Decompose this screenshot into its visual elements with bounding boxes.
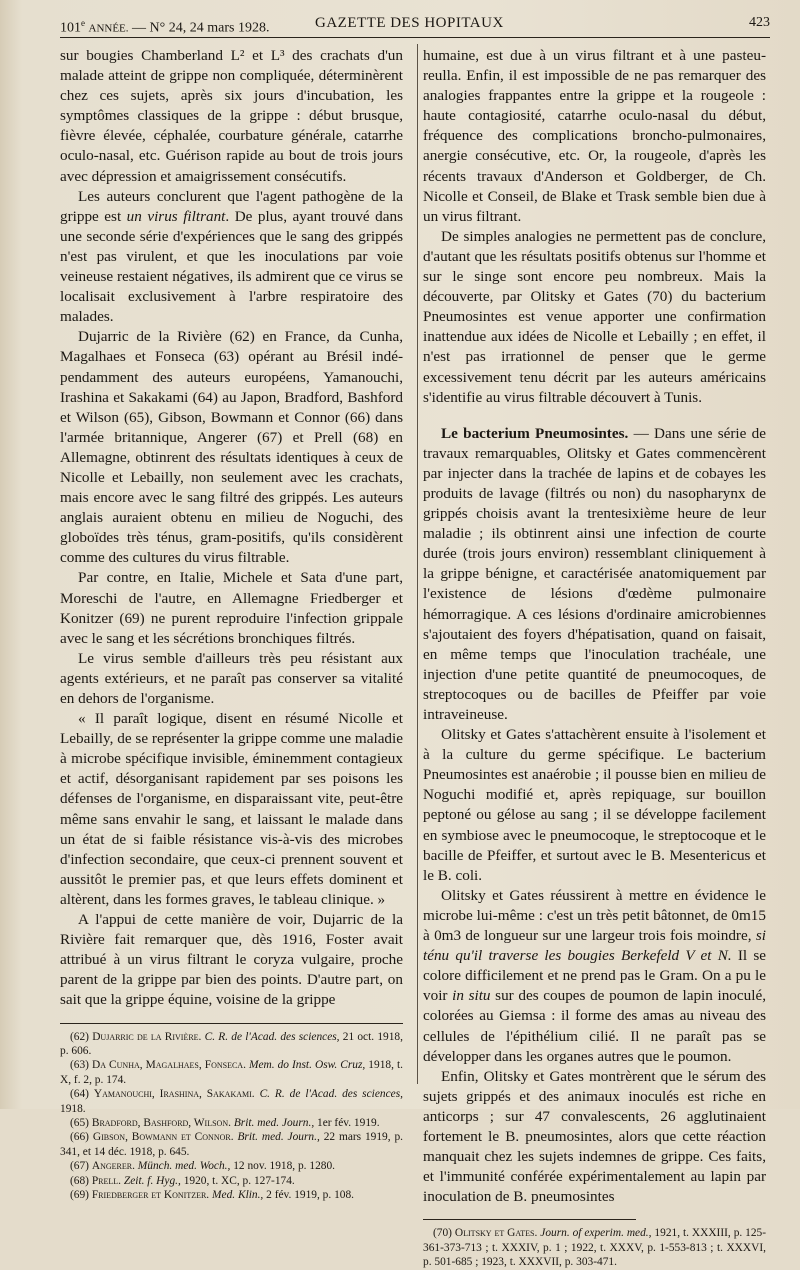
issue-info <box>60 12 269 40</box>
footnotes <box>423 1226 766 1269</box>
footnote-rule <box>60 1023 403 1024</box>
footnote: (69) Friedberger et Konitzer. Med. Klin., 2 fév. 1919, p. 108. <box>70 1188 354 1201</box>
footnote: (65) Bradford, Bashford, Wilson. Brit. med. Journ., 1er fév. 1919. <box>70 1116 380 1129</box>
paragraph: Par contre, en Italie, Michele et Sata d'une part, Moreschi de l'autre, en Allemagne Friedberger et Konitzer (69) ne purent reproduire l'infection grippale avec le sang et les sécrétions bronchiques filtrés. <box>60 569 403 647</box>
text-run: . De plus, ayant trouvé dans une seconde série d'expériences que le sang des grippés n'est pas virulent, et que les inoculations par voie veineuse restaient négatives, ils admirent que ce virus se localisait exclusivement à l'arbre respiratoire des malades. <box>60 207 404 326</box>
paragraph: Le virus semble d'ailleurs très peu résistant aux agents extérieurs, et ne paraît pas conserver sa vitalité en dehors de l'organisme. <box>60 649 403 707</box>
paragraph <box>60 187 403 328</box>
italic-text: un virus filtrant <box>126 207 226 225</box>
paragraph: « Il paraît logique, disent en résumé Nicolle et Lebailly, de se représenter la grippe comme une maladie à microbe spécifique invisible, éminemment contagieux et actif, désorganisant rapidement par ses poisons les défenses de l'organisme, en disparaissant vite, peut-être même sans envahir le sang, et laissant le malade dans un état de si faible résistance vis-à-vis des microbes d'infection secondaire, que ceux-ci prennent souvent et aussitôt le premier pas, et que leurs effets dominent et altèrent, dans les formes graves, le tableau clinique. » <box>60 710 403 908</box>
paragraph <box>423 424 766 725</box>
footnote: (68) Prell. Zeit. f. Hyg., 1920, t. XC, p. 127-174. <box>70 1174 295 1187</box>
section-heading: Le bacterium Pneumosintes. <box>441 424 629 442</box>
paragraph: Dujarric de la Rivière (62) en France, da Cunha, Magalhaes et Fonseca (63) opérant au Brésil indépendamment des auteurs européens, Yamanouchi, Irashina et Sakakami (64) au Japon, Bradford, Bashford et Wilson (65), Gibson, Bowmann et Connor (66) dans l'armée britannique, Angerer (67) et Prell (68) en Allemagne, obtinrent des résultats identiques à ceux de Nicolle et Lebailly, non seulement avec les crachats, mais encore avec le sang filtré des grippés. Les auteurs anglais auraient obtenu en milieu de Noguchi, des globoïdes très ténus, gram-positifs, qu'ils considèrent comme des cultures du virus filtrable. <box>60 328 403 567</box>
footnote: (62) Dujarric de la Rivière. C. R. de l'Acad. des sciences, 21 oct. 1918, p. 606. <box>60 1030 403 1057</box>
volume-suffix: e <box>81 18 85 28</box>
header-rule <box>60 37 770 38</box>
footnote-rule <box>423 1219 636 1220</box>
footnote: (64) Yamanouchi, Irashina, Sakakami. C. R. de l'Acad. des sciences, 1918. <box>60 1088 403 1115</box>
paragraph: sur bougies Chamberland L² et L³ des crachats d'un malade atteint de grippe non compliquée, déterminèrent chez ces sujets, après six jours d'incubation, les symptômes classiques de la grippe : début brusque, fièvre élevée, céphalée, courbature générale, catarrhe oculo-nasal, etc. Guérison rapide au bout de trois jours avec dépression et amaigrissement consécutifs. <box>60 47 403 185</box>
column-divider <box>417 44 418 1084</box>
volume-number: 101 <box>60 20 81 36</box>
text-run: Olitsky et Gates réussirent à mettre en évidence le microbe lui-même : c'est un très petit bâtonnet, de 0m15 à 0m3 de longueur sur une largeur trois fois moindre, <box>423 886 766 945</box>
text-run: Il se colore difficilement et ne prend pas le Gram. On a pu le voir <box>423 947 767 1005</box>
footnote: (70) Olitsky et Gates. Journ. of experim. med., 1921, t. XXXIII, p. 125-361-373-713 ; t. XXXIV, p. 1 ; 1922, t. XXXV, p. 1-553-813 ; t. XXXVI, p. 501-685 ; 1923, t. XXXVII, p. 303-471. <box>423 1227 767 1269</box>
page-number: 423 <box>749 15 770 30</box>
journal-title: GAZETTE DES HOPITAUX <box>315 15 504 31</box>
footnote: (63) Da Cunha, Magalhaes, Fonseca. Mem. do Inst. Osw. Cruz, 1918, t. X, f. 2, p. 174. <box>60 1059 403 1086</box>
paragraph: A l'appui de cette manière de voir, Dujarric de la Rivière fait remarquer que, dès 1916, Foster avait attribué à un virus filtrant le coryza vulgaire, proche parent de la grippe par bien des points. D'autre part, on sait que la grippe équine, voisine de la grippe <box>60 911 403 1009</box>
paragraph <box>423 886 766 1067</box>
text-run: — Dans une série de travaux remarquables, Olitsky et Gates commencèrent par injecter dans la trachée de lapins et de cobayes les produits de lavage (filtrés ou non) du nasopharynx de grippés choisis avant la trentesixième heure de leur maladie ; ils obtinrent ainsi une infection de courte durée (trois jours environ) ressemblant cliniquement à la grippe bénigne, et caractérisée anatomiquement par l'existence de lésions d'œdème pulmonaire hémorragique. A ces lésions d'ordinaire amicrobiennes s'ajoutaient des foyers d'hépatisation, quand on faisait, en même temps que l'inoculation trachéale, une injection d'une petite quantité de pneumocoques, de streptocoques ou de bacilles de Pfeiffer par voie intraveineuse. <box>423 424 766 723</box>
text-run: Les auteurs conclurent que l'agent pathogène de la grippe est <box>60 187 403 225</box>
section-spacer <box>423 408 766 424</box>
italic-text: in situ <box>452 987 491 1005</box>
paragraph: Olitsky et Gates s'attachèrent ensuite à l'isolement et à la culture du germe spécifique. Le bacterium Pneumosintes est anaérobie ; il pousse bien en milieu de Noguchi modifié et, après repiquage, sur bouillon peptoné ou gélose au sang ; il se développe facilement en symbiose avec le pneumocoque, le streptocoque et le bacille de Pfeiffer, et surtout avec le B. Mesentericus et le B. coli. <box>423 726 766 884</box>
issue-number-date: — N° 24, 24 mars 1928. <box>132 20 270 36</box>
text-run: sur des coupes de poumon de lapin inoculé, colorées au Giemsa : il forme des amas au niveau des cellules de l'épithélium cilié. Il ne paraît pas se développer dans les organes autres que le poumon. <box>423 987 766 1065</box>
italic-text: si ténu qu'il traverse les bougies Berkefeld V et N. <box>423 927 766 965</box>
footnotes <box>60 1030 403 1203</box>
annee-label: ANNÉE. <box>88 22 129 35</box>
paragraph: humaine, est due à un virus filtrant et à une pasteureulla. Enfin, il est impossible de ne pas remarquer des analogies frappantes entre la grippe et la rougeole : haute contagiosité, catarrhe oculo-nasal du début, fréquence des complications broncho-pulmonaires, anergie consécutive, etc. Or, la rougeole, d'après les récents travaux d'Anderson et Goldberger, de Ch. Nicolle et Conseil, de Blake et Trask semble bien due à un virus filtrant. <box>423 47 766 225</box>
paragraph: Enfin, Olitsky et Gates montrèrent que le sérum des sujets grippés et des animaux inoculés est riche en anticorps ; sur 47 convalescents, 26 agglutinaient fortement le B. pneumosintes, alors que cette réaction manquait chez les sujets indemnes de grippe. Ces faits, et l'immunité conférée expérimentalement au lapin par inoculation de B. pneumosintes <box>423 1067 766 1206</box>
paragraph: De simples analogies ne permettent pas de conclure, d'autant que les résultats positifs obtenus sur l'homme et sur le singe sont encore peu nombreux. Mais la découverte, par Olitsky et Gates (70) du bacterium Pneumosintes est venue apporter une confirmation inattendue aux idées de Nicolle et Lebailly ; en effet, il n'est pas irrationnel de penser que le germe excessivement tenu décrit par les auteurs américains s'identifie au virus filtrable découvert à Tunis. <box>423 227 766 406</box>
footnote: (66) Gibson, Bowmann et Connor. Brit. med. Journ., 22 mars 1919, p. 341, et 14 déc. 1918, p. 645. <box>60 1131 403 1158</box>
running-header <box>60 12 770 34</box>
footnote: (67) Angerer. Münch. med. Woch., 12 nov. 1918, p. 1280. <box>70 1160 336 1173</box>
right-column <box>423 46 766 1270</box>
left-column <box>60 46 403 1202</box>
